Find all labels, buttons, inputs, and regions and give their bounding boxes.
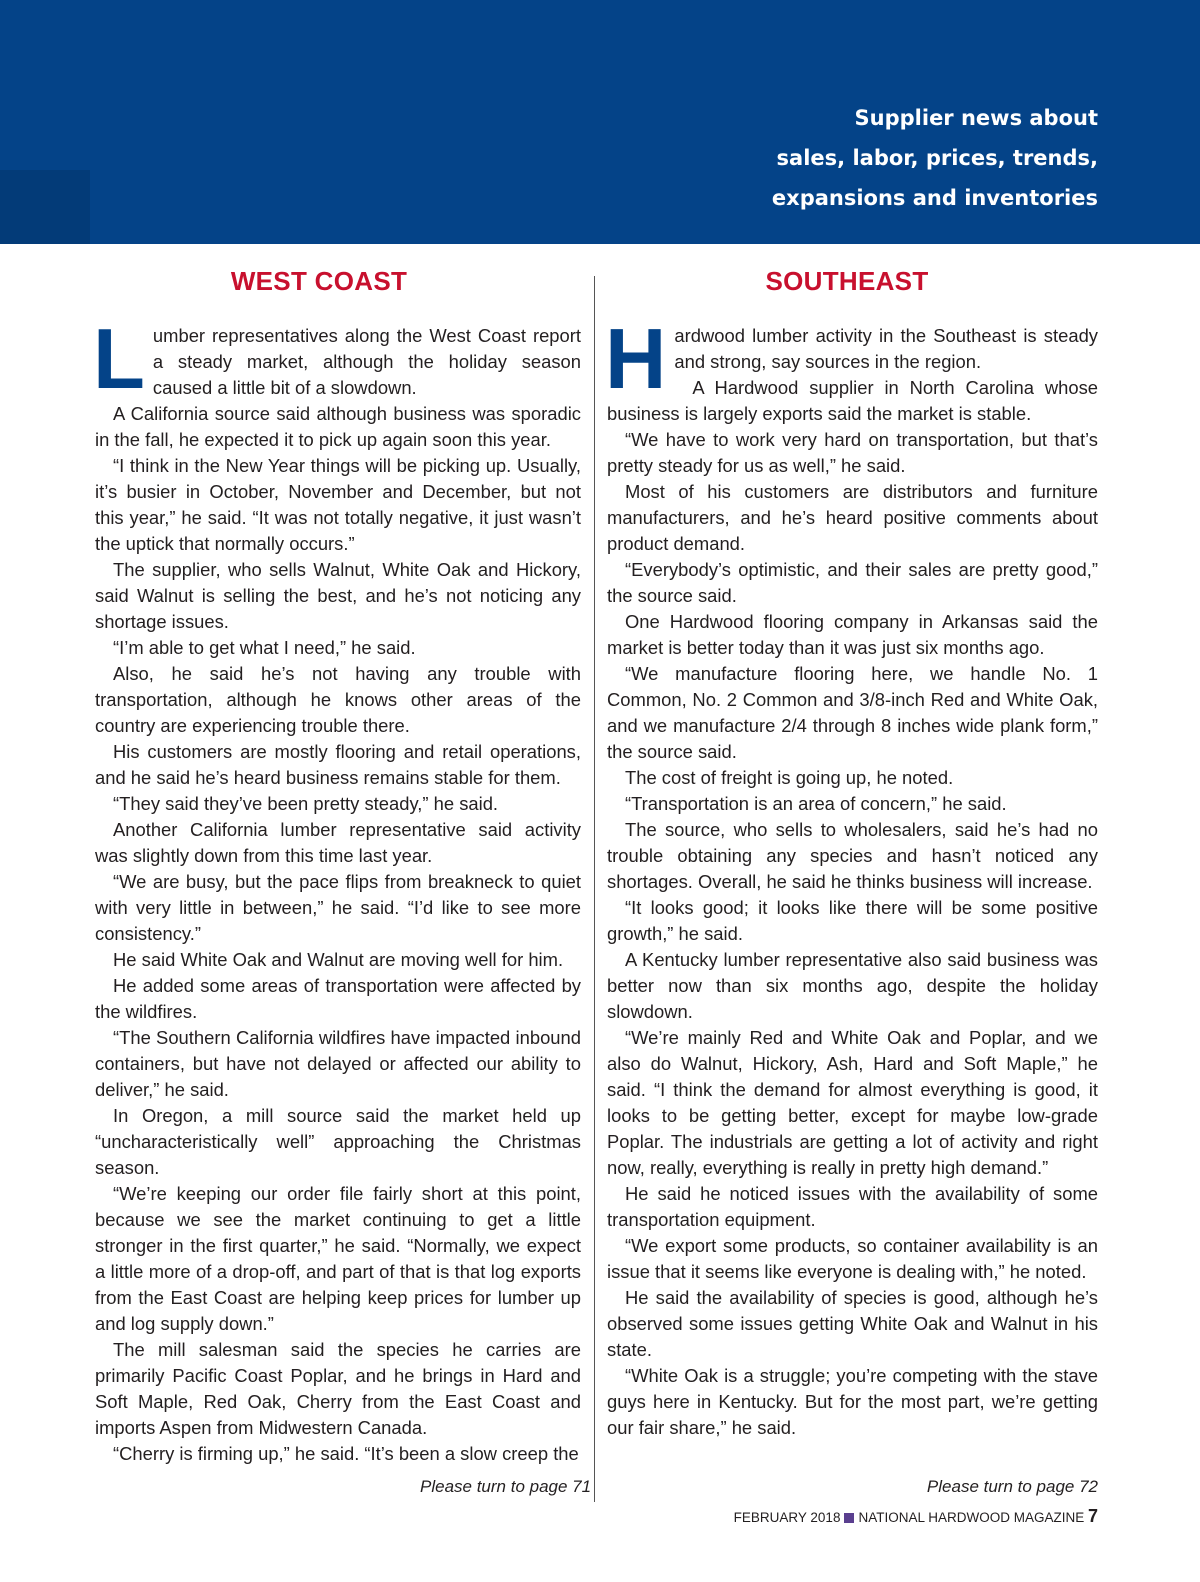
- continued-link-west[interactable]: Please turn to page 71: [420, 1477, 592, 1496]
- header-banner: [0, 0, 1200, 244]
- body-paragraph: In Oregon, a mill source said the market held up “uncharacteristically well” approaching the Christmas season.: [95, 1105, 581, 1178]
- body-paragraph: He said the availability of species is good, although he’s observed some issues getting White Oak and Walnut in his state.: [607, 1287, 1098, 1360]
- banner-shadow: [0, 170, 90, 244]
- body-paragraph: “They said they’ve been pretty steady,” he said.: [113, 793, 499, 814]
- column-divider: [594, 276, 595, 1502]
- tagline-line: expansions and inventories: [771, 186, 1098, 210]
- southeast-column: [605, 312, 1098, 1441]
- body-paragraph: Another California lumber representative said activity was slightly down from this time last year.: [95, 819, 581, 866]
- body-paragraph: “We manufacture flooring here, we handle No. 1 Common, No. 2 Common and 3/8-inch Red and White Oak, and we manufacture 2/4 through 8 inches wide plank form,” the source said.: [607, 663, 1098, 762]
- section-tagline: [772, 98, 1098, 218]
- body-paragraph: One Hardwood flooring company in Arkansas said the market is better today than it was just six months ago.: [607, 611, 1098, 658]
- drop-cap: H: [605, 312, 667, 407]
- west-coast-heading: WEST COAST: [230, 266, 408, 296]
- body-paragraph: “Everybody’s optimistic, and their sales are pretty good,” the source said.: [607, 559, 1098, 606]
- body-paragraph: “We’re keeping our order file fairly short at this point, because we see the market continuing to get a little stronger in the first quarter,” he said. “Normally, we expect a little more of a drop-off, and part of that is that log exports from the East Coast are helping keep prices for lumber up and log supply down.”: [95, 1183, 581, 1334]
- body-paragraph: “White Oak is a struggle; you’re competing with the stave guys here in Kentucky. But for the most part, we’re getting our fair share,” he said.: [607, 1365, 1098, 1438]
- west-coast-column: [93, 312, 581, 1467]
- lead-text: umber representatives along the West Coast report a steady market, although the holiday season caused a little bit of a slowdown.: [152, 325, 581, 398]
- magazine-name: NATIONAL HARDWOOD MAGAZINE: [858, 1510, 1085, 1525]
- body-paragraph: He said he noticed issues with the availability of some transportation equipment.: [607, 1183, 1098, 1230]
- issue-date: FEBRUARY 2018: [733, 1510, 841, 1525]
- page-number: 7: [1087, 1506, 1098, 1526]
- body-paragraph: “Cherry is firming up,” he said. “It’s been a slow creep the: [113, 1443, 579, 1464]
- body-paragraph: A Kentucky lumber representative also said business was better now than six months ago, despite the holiday slowdown.: [607, 949, 1098, 1022]
- tagline-line: sales, labor, prices, trends,: [776, 146, 1098, 170]
- continued-link-southeast[interactable]: Please turn to page 72: [926, 1477, 1098, 1496]
- page-footer: [734, 1506, 1098, 1527]
- body-paragraph: “I’m able to get what I need,” he said.: [113, 637, 416, 658]
- body-paragraph: “We export some products, so container availability is an issue that it seems like everyone is dealing with,” he noted.: [607, 1235, 1098, 1282]
- body-paragraph: He said White Oak and Walnut are moving well for him.: [113, 949, 564, 970]
- body-paragraph: A Hardwood supplier in North Carolina whose business is largely exports said the market is stable.: [607, 377, 1098, 424]
- body-paragraph: He added some areas of transportation were affected by the wildfires.: [95, 975, 581, 1022]
- body-paragraph: The source, who sells to wholesalers, said he’s had no trouble obtaining any species and hasn’t noticed any shortages. Overall, he said he thinks business will increase.: [607, 819, 1098, 892]
- body-paragraph: “We have to work very hard on transportation, but that’s pretty steady for us as well,” he said.: [607, 429, 1098, 476]
- body-paragraph: “The Southern California wildfires have impacted inbound containers, but have not delayed or affected our ability to deliver,” he said.: [95, 1027, 581, 1100]
- body-paragraph: A California source said although business was sporadic in the fall, he expected it to pick up again soon this year.: [95, 403, 581, 450]
- separator-square-icon: [844, 1513, 854, 1523]
- southeast-heading: SOUTHEAST: [765, 266, 929, 296]
- body-paragraph: Also, he said he’s not having any trouble with transportation, although he knows other areas of the country are experiencing trouble there.: [95, 663, 581, 736]
- body-paragraph: The supplier, who sells Walnut, White Oak and Hickory, said Walnut is selling the best, and he’s not noticing any shortage issues.: [95, 559, 581, 632]
- tagline-line: Supplier news about: [854, 106, 1098, 130]
- body-paragraph: “Transportation is an area of concern,” he said.: [625, 793, 1007, 814]
- body-paragraph: “I think in the New Year things will be picking up. Usually, it’s busier in October, November and December, but not this year,” he said. “It was not totally negative, it just wasn’t the uptick that normally occurs.”: [95, 455, 581, 554]
- body-paragraph: The mill salesman said the species he carries are primarily Pacific Coast Poplar, and he brings in Hard and Soft Maple, Red Oak, Cherry from the East Coast and imports Aspen from Midwestern Canada.: [95, 1339, 581, 1438]
- body-paragraph: “It looks good; it looks like there will be some positive growth,” he said.: [607, 897, 1098, 944]
- body-paragraph: His customers are mostly flooring and retail operations, and he said he’s heard business remains stable for them.: [95, 741, 581, 788]
- drop-cap: L: [93, 312, 145, 407]
- body-paragraph: The cost of freight is going up, he noted.: [625, 767, 954, 788]
- lead-paragraph: [93, 312, 581, 407]
- lead-text: ardwood lumber activity in the Southeast is steady and strong, say sources in the region.: [674, 325, 1098, 372]
- body-paragraph: “We’re mainly Red and White Oak and Poplar, and we also do Walnut, Hickory, Ash, Hard and Soft Maple,” he said. “I think the demand for almost everything is good, it looks to be getting better, except for maybe low-grade Poplar. The industrials are getting a lot of activity and right now, really, everything is really in pretty high demand.”: [607, 1027, 1098, 1178]
- body-paragraph: Most of his customers are distributors and furniture manufacturers, and he’s heard positive comments about product demand.: [607, 481, 1098, 554]
- body-paragraph: “We are busy, but the pace flips from breakneck to quiet with very little in between,” he said. “I’d like to see more consistency.”: [95, 871, 581, 944]
